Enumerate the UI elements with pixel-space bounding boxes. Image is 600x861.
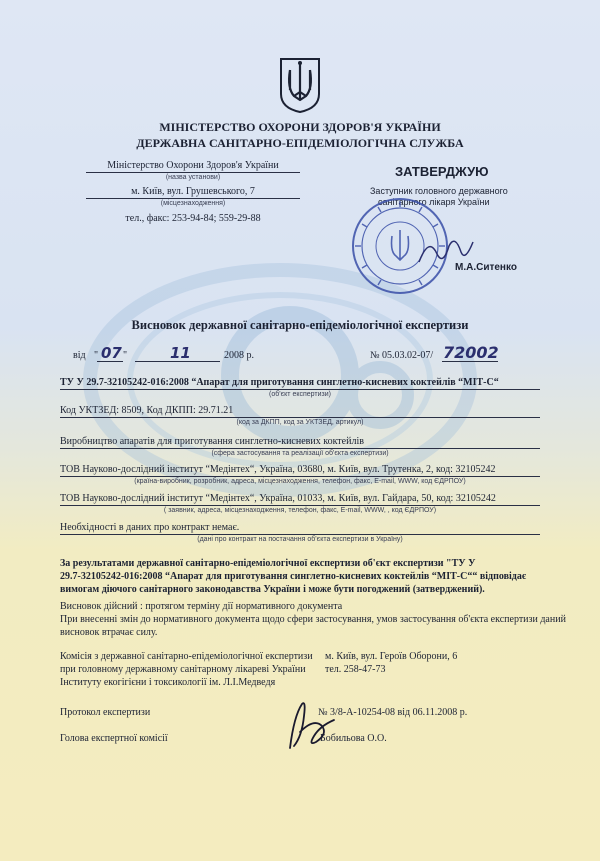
contract-caption: (дані про контракт на постачання об'єкта експертизи в Україну) [197,536,403,543]
institution-address-caption: (місцезнаходження) [160,200,226,207]
commission-line-1: Комісія з державної санітарно-епідеміологічної експертизи [60,651,313,662]
number-prefix: № 05.03.02-07/ [370,350,434,361]
commission-phone: тел. 258-47-73 [325,664,386,675]
manufacturer-value: ТОВ Науково-дослідний інститут “Медінтех“, Україна, 03680, м. Київ, вул. Трутенка, 2, код: 32105242 [60,464,496,475]
protocol-label: Протокол експертизи [60,707,151,718]
result-line-1: За результатами державної санітарно-епідеміологічної експертизи об'єкт експертизи "ТУ У [60,558,476,569]
commission-address: м. Київ, вул. Героїв Оборони, 6 [325,651,458,662]
codes-value: Код УКТЗЕД: 8509, Код ДКПП: 29.71.21 [60,405,234,416]
service-title: ДЕРЖАВНА САНІТАРНО-ЕПІДЕМІОЛОГІЧНА СЛУЖБА [136,136,464,150]
head-value: Бобильова О.О. [320,733,387,744]
date-year: 2008 р. [224,350,254,361]
head-label: Голова експертної комісії [60,733,168,744]
contract-value: Необхідності в даних про контракт немає. [60,522,240,533]
approval-signature-icon [415,232,475,268]
commission-line-2: при головному державному санітарному лікареві України [60,664,306,675]
number-handwritten: 72002 [443,343,499,362]
institution-name: Міністерство Охорони Здоров'я України [107,160,279,171]
validity-line-3: висновок втрачає силу. [60,627,158,638]
date-month: 11 [170,344,191,362]
approval-title: ЗАТВЕРДЖУЮ [395,164,489,179]
date-prefix: від [73,350,86,361]
codes-caption: (код за ДКПП, код за УКТЗЕД, артикул) [236,419,364,426]
object-caption: (об'єкт експертизи) [269,391,331,398]
validity-line-2: При внесенні змін до нормативного документа щодо сфери застосування, умов застосування об'єкта експертизи даний [60,614,566,625]
conclusion-title: Висновок державної санітарно-епідеміологічної експертизи [131,318,469,332]
approval-signatory: М.А.Ситенко [455,262,517,273]
applicant-caption: ( заявник, адреса, місцезнаходження, телефон, факс, E-mail, WWW, , код ЄДРПОУ) [163,507,437,514]
applicant-value: ТОВ Науково-дослідний інститут “Медінтех“, Україна, 01033, м. Київ, вул. Гайдара, 50, код: 32105242 [60,493,496,504]
protocol-value: № 3/8-А-10254-08 від 06.11.2008 р. [318,707,468,718]
object-value: ТУ У 29.7-32105242-016:2008 “Апарат для приготування синглетно-кисневих коктейлів “МІТ-С“ [60,377,499,388]
institution-address: м. Київ, вул. Грушевського, 7 [131,186,255,197]
certificate-page: МІНІСТЕРСТВО ОХОРОНИ ЗДОРОВ'Я УКРАЇНИ ДЕРЖАВНА САНІТАРНО-ЕПІДЕМІОЛОГІЧНА СЛУЖБА Міністерство Охорони Здоров'я України (назва установи) м. Київ, вул. Грушевського, 7 (місцезнаходження) тел., факс: 253-94-84; 559-29-88 ЗАТВЕРДЖУЮ Заступник головного державного санітарного лікаря України М.А.Ситенко Висновок державної санітарно-епідеміологічної експертизи від " 07 " 11 2008 р. № 05.03.02-07/ 72002 ТУ У 29.7-32105242-016:2008 “Апарат для приготування синглетно-кисневих коктейлів “МІТ-С“ (об'єкт експертизи) Код УКТЗЕД: 8509, Код ДКПП: 29.71.21 (код за ДКПП, код за УКТЗЕД, артикул) Виробництво апаратів для приготування синглетно-кисневих коктейлів (сфера застосування та реалізації об'єкта експертизи) ТОВ Науково-дослідний інститут “Медінтех“, Україна, 03680, м. Київ, вул. Трутенка, 2, код: 32105242 (країна-виробник, розробник, адреса, місцезнаходження, телефон, факс, E-mail, WWW, код ЄДРПОУ) ТОВ Науково-дослідний інститут “Медінтех“, Україна, 01033, м. Київ, вул. Гайдара, 50, код: 32105242 ( заявник, адреса, місцезнаходження, телефон, факс, E-mail, WWW, , код ЄДРПОУ) Необхідності в даних про контракт немає. (дані про контракт на постачання об'єкта експертизи в Україну) За результатами державної санітарно-епідеміологічної експертизи об'єкт експертизи "ТУ У 29.7-32105242-016:2008 “Апарат для приготування синглетно-кисневих коктейлів “МІТ-С““ відповідає вимогам діючого санітарного законодавства України і може бути погоджений (затверджений). Висновок дійсний : протягом терміну дії нормативного документа При внесенні змін до нормативного документа щодо сфери застосування, умов застосування об'єкта експертизи даний висновок втрачає силу. Комісія з державної санітарно-епідеміологічної експертизи при головному державному санітарному лікареві України Інституту екогігієни і токсикології ім. Л.І.Медведя м. Київ, вул. Героїв Оборони, 6 тел. 258-47-73 Протокол експертизи № 3/8-А-10254-08 від 06.11.2008 р. Голова експертної комісії Бобильова О.О. [0,0,600,861]
approval-position-2: санітарного лікаря України [378,197,490,207]
institution-name-caption: (назва установи) [165,174,221,181]
approval-position-1: Заступник головного державного [370,186,508,196]
scope-value: Виробництво апаратів для приготування синглетно-кисневих коктейлів [60,436,364,447]
validity-line-1: Висновок дійсний : протягом терміну дії нормативного документа [60,601,343,612]
ministry-title: МІНІСТЕРСТВО ОХОРОНИ ЗДОРОВ'Я УКРАЇНИ [159,120,441,134]
scope-caption: (сфера застосування та реалізації об'єкта експертизи) [211,450,389,457]
head-signature-icon [280,696,340,754]
date-day: 07 [101,344,122,362]
trident-emblem-icon [278,56,322,114]
commission-line-3: Інституту екогігієни і токсикології ім. Л.І.Медведя [60,677,276,688]
manufacturer-caption: (країна-виробник, розробник, адреса, місцезнаходження, телефон, факс, E-mail, WWW, код ЄДРПОУ) [134,478,466,485]
result-line-3: вимогам діючого санітарного законодавства України і може бути погоджений (затверджений). [60,584,485,595]
result-line-2: 29.7-32105242-016:2008 “Апарат для приготування синглетно-кисневих коктейлів “МІТ-С““ відповідає [60,571,527,582]
institution-phone: тел., факс: 253-94-84; 559-29-88 [125,213,261,224]
